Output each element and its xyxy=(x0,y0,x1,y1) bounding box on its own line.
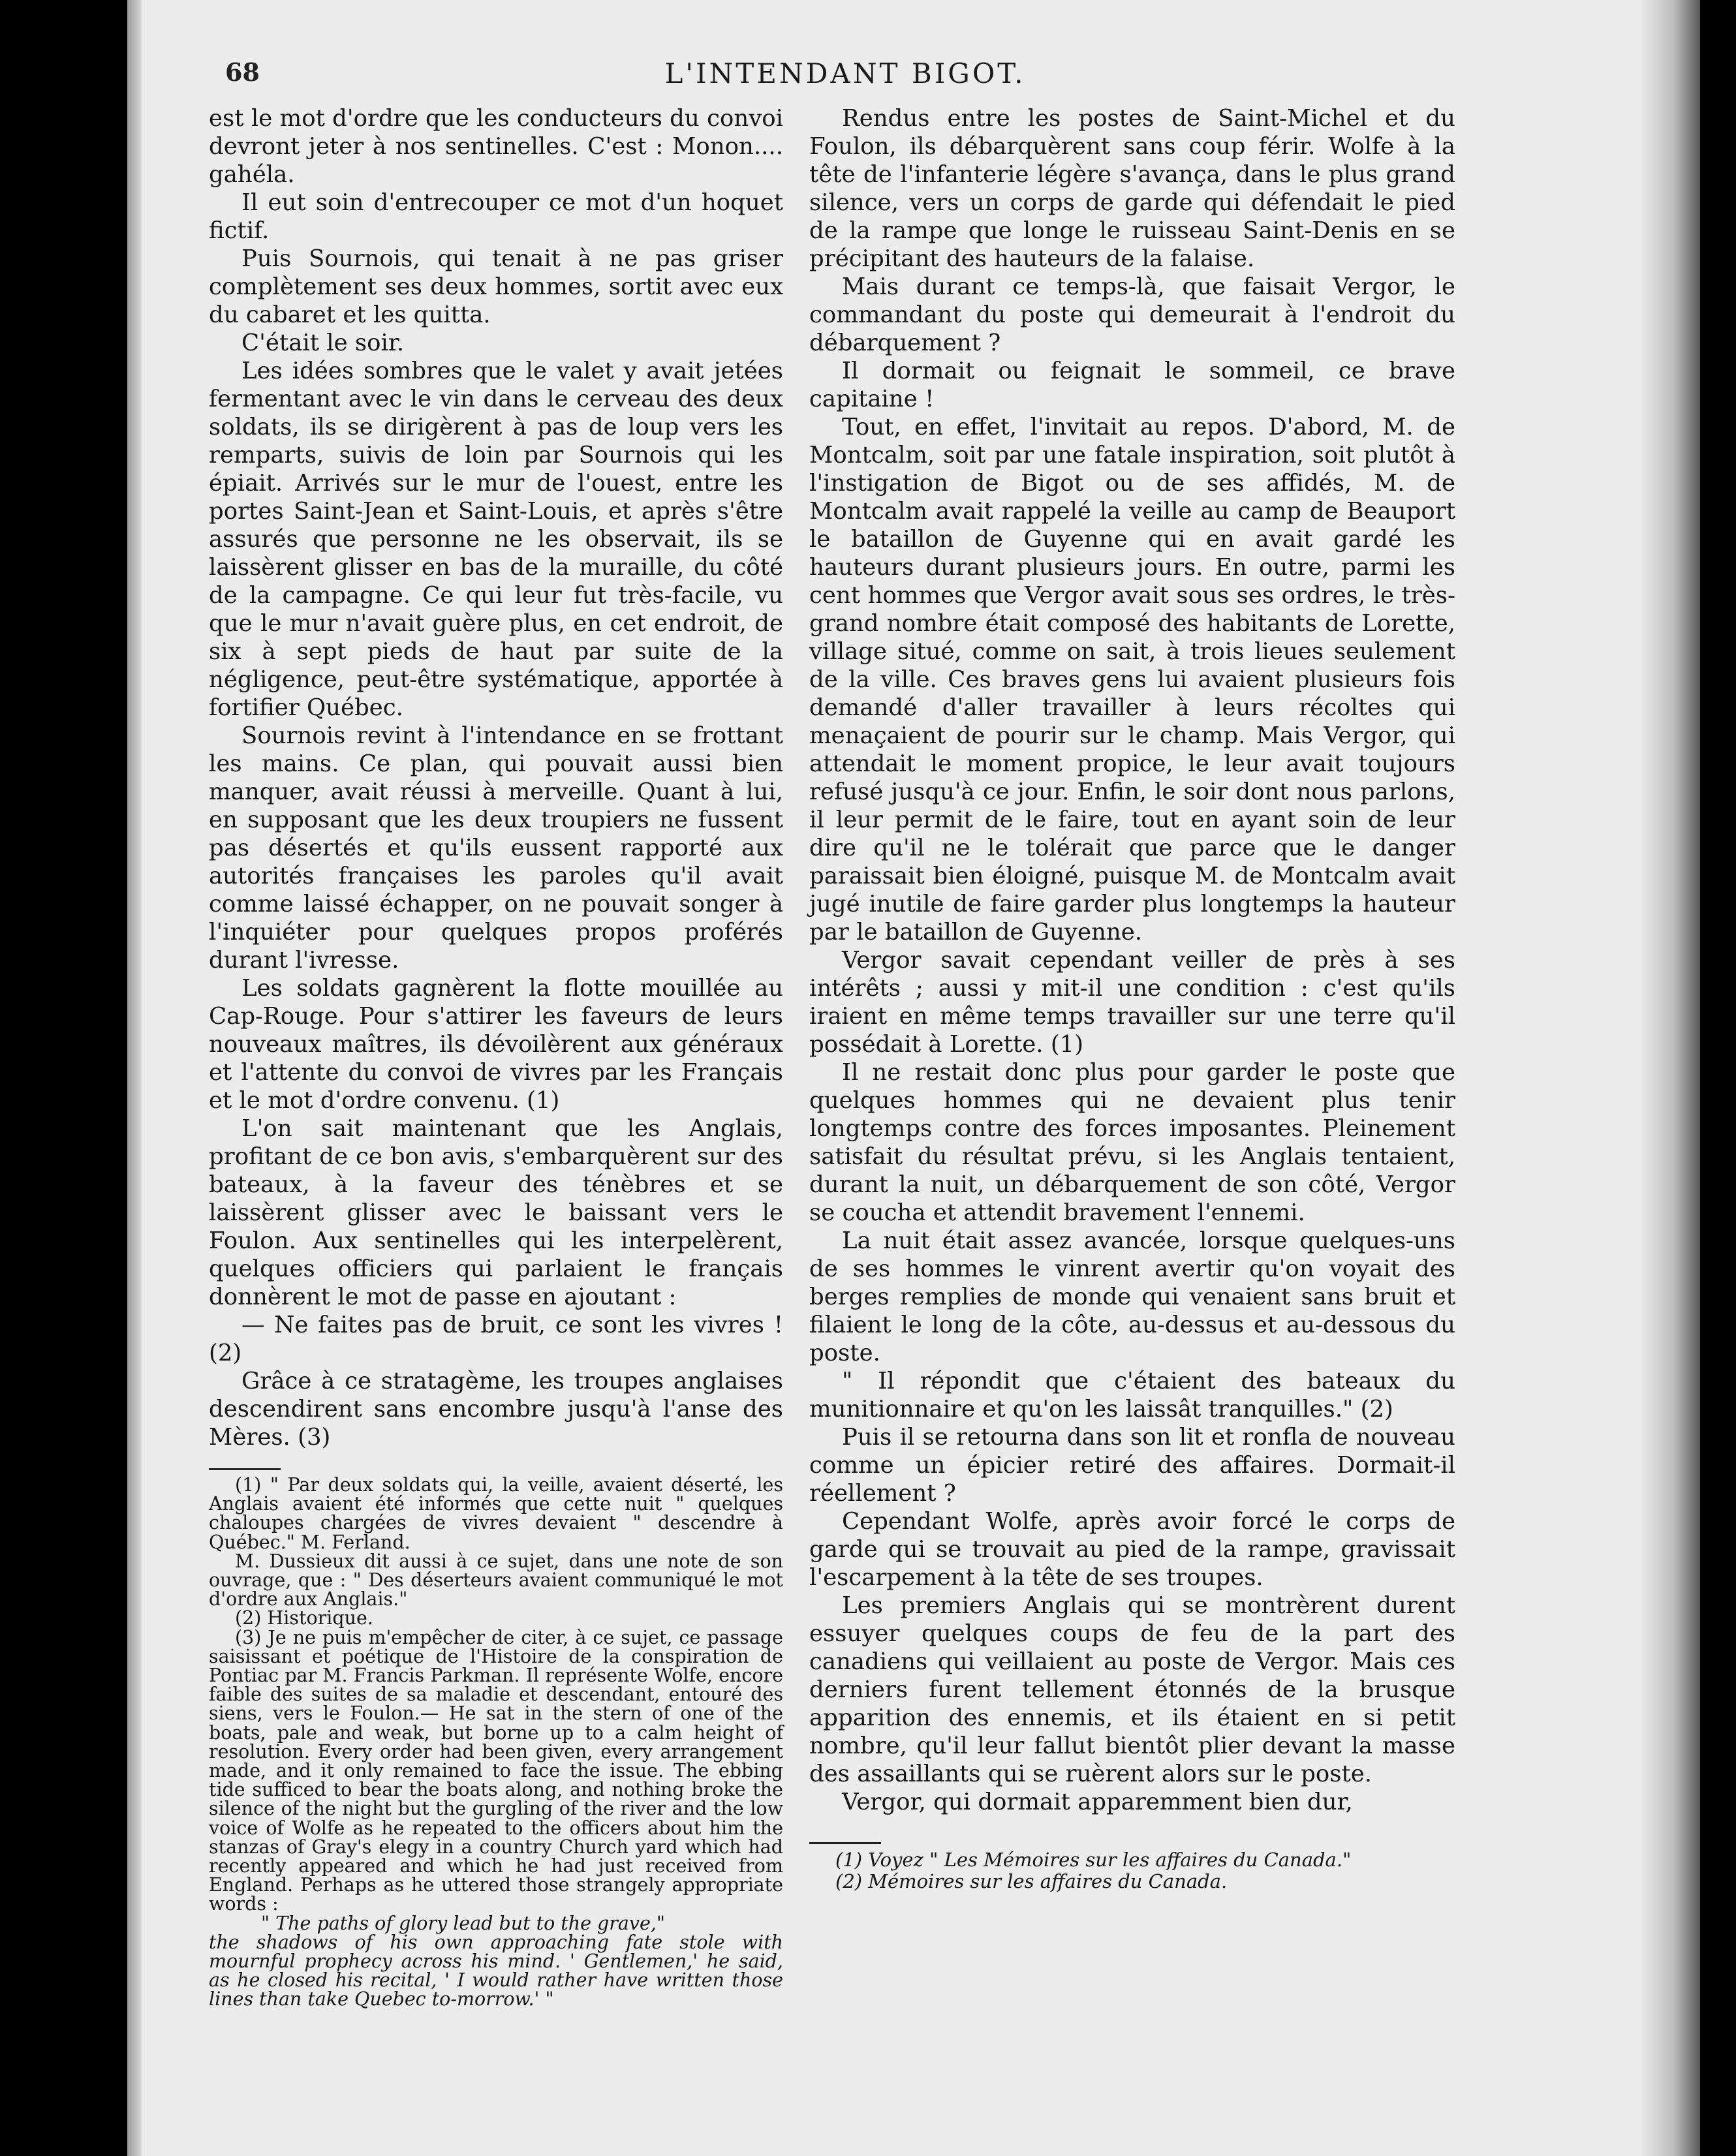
footnote: (2) Historique. xyxy=(235,1607,373,1629)
paragraph: Les premiers Anglais qui se montrèrent durent essuyer quelques coups de feu de la part des canadiens qui veillaient au poste de Vergor. Mais ces derniers furent tellement étonnés de la brusque apparition des ennemis, et ils étaient en si petit nombre, qu'il leur fallut bientôt plier devant la masse des assaillants qui se ruèrent alors sur le poste. xyxy=(809,1592,1455,1787)
paragraph: Puis Sournois, qui tenait à ne pas griser complètement ses deux hommes, sortit avec eux du cabaret et les quitta. xyxy=(209,245,783,328)
footnote: the shadows of his own approaching fate stole with mournful prophecy across his mind. ' Gentlemen,' he said, as he closed his recital, ' I would rather have written those lines than take Quebec to-morrow.' " xyxy=(209,1931,783,2010)
footnote: (1) Voyez " Les Mémoires sur les affaires du Canada." xyxy=(835,1849,1352,1871)
footnote: (3) Je ne puis m'empêcher de citer, à ce sujet, ce passage saisissant et poétique de l'Histoire de la conspiration de Pontiac par M. Francis Parkman. Il représente Wolfe, encore faible des suites de sa maladie et descendant, entouré des siens, vers le Foulon.— He sat in the stern of one of the boats, pale and weak, but borne up to a calm height of resolution. Every order had been given, every arrangement made, and it only remained to face the issue. The ebbing tide sufficed to bear the boats along, and nothing broke the silence of the night but the gurgling of the river and the low voice of Wolfe as he repeated to the officers about him the stanzas of Gray's elegy in a country Church yard which had recently appeared and which he had just received from England. Perhaps as he uttered those strangely appropriate words : xyxy=(209,1626,783,1915)
paragraph: Grâce à ce stratagème, les troupes anglaises descendirent sans encombre jusqu'à l'anse des Mères. (3) xyxy=(209,1368,783,1451)
footnote-divider xyxy=(209,1468,281,1470)
paragraph: Il dormait ou feignait le sommeil, ce brave capitaine ! xyxy=(809,358,1455,412)
paragraph: Les idées sombres que le valet y avait jetées fermentant avec le vin dans le cerveau des deux soldats, ils se dirigèrent à pas de loup vers les remparts, suivis de loin par Sournois qui les épiait. Arrivés sur le mur de l'ouest, entre les portes Saint-Jean et Saint-Louis, et après s'être assurés que personne ne les observait, ils se laissèrent glisser en bas de la muraille, du côté de la campagne. Ce qui leur fut très-facile, vu que le mur n'avait guère plus, en cet endroit, de six à sept pieds de haut par suite de la négligence, peut-être systématique, apportée à fortifier Québec. xyxy=(209,358,783,721)
paragraph: Cependant Wolfe, après avoir forcé le corps de garde qui se trouvait au pied de la rampe, gravissait l'escarpement à la tête de ses troupes. xyxy=(809,1508,1455,1591)
paragraph: Les soldats gagnèrent la flotte mouillée au Cap-Rouge. Pour s'attirer les faveurs de leurs nouveaux maîtres, ils dévoilèrent aux généraux et l'attente du convoi de vivres par les Français et le mot d'ordre convenu. (1) xyxy=(209,975,783,1114)
footnote: (2) Mémoires sur les affaires du Canada. xyxy=(835,1870,1228,1892)
paragraph: L'on sait maintenant que les Anglais, profitant de ce bon avis, s'embarquèrent sur des bateaux, à la faveur des ténèbres et se laissèrent glisser avec le baissant vers le Foulon. Aux sentinelles qui les interpelèrent, quelques officiers qui parlaient le français donnèrent le mot de passe en ajoutant : xyxy=(209,1115,783,1310)
paragraph: Rendus entre les postes de Saint-Michel et du Foulon, ils débarquèrent sans coup férir. Wolfe à la tête de l'infanterie légère s'avança, dans le plus grand silence, vers un corps de garde qui défendait le pied de la rampe que longe le ruisseau Saint-Denis en se précipitant des hauteurs de la falaise. xyxy=(809,105,1455,272)
paragraph: Mais durant ce temps-là, que faisait Vergor, le commandant du poste qui demeurait à l'endroit du débarquement ? xyxy=(809,273,1455,356)
paragraph: — Ne faites pas de bruit, ce sont les vivres ! (2) xyxy=(209,1312,783,1366)
paragraph: Puis il se retourna dans son lit et ronfla de nouveau comme un épicier retiré des affaires. Dormait-il réellement ? xyxy=(809,1424,1455,1507)
paragraph: Sournois revint à l'intendance en se frottant les mains. Ce plan, qui pouvait aussi bien manquer, avait réussi à merveille. Quant à lui, en supposant que les deux troupiers ne fussent pas désertés et qu'ils eussent rapporté aux autorités françaises les paroles qu'il avait comme laissé échapper, on ne pouvait songer à l'inquiéter pour quelques propos proférés durant l'ivresse. xyxy=(209,722,783,974)
paragraph: Il eut soin d'entrecouper ce mot d'un hoquet fictif. xyxy=(209,189,783,244)
left-column xyxy=(209,104,783,2009)
paragraph: La nuit était assez avancée, lorsque quelques-uns de ses hommes le vinrent avertir qu'on voyait des berges remplies de monde qui venaient sans bruit et filaient le long de la côte, au-dessus et au-dessous du poste. xyxy=(809,1227,1455,1366)
paragraph: est le mot d'ordre que les conducteurs du convoi devront jeter à nos sentinelles. C'est : Monon.... gahéla. xyxy=(209,105,783,188)
footnote-divider xyxy=(809,1842,881,1844)
paragraph: Vergor savait cependant veiller de près à ses intérêts ; aussi y mit-il une condition : c'est qu'ils iraient en même temps travailler sur une terre qu'il possédait à Lorette. (1) xyxy=(809,947,1455,1058)
footnote: M. Dussieux dit aussi à ce sujet, dans une note de son ouvrage, que : " Des déserteurs avaient communiqué le mot d'ordre aux Anglais." xyxy=(209,1550,783,1610)
footnote: (1) " Par deux soldats qui, la veille, avaient déserté, les Anglais avaient été informés que cette nuit " quelques chaloupes chargées de vivres devaient " descendre à Québec." M. Ferland. xyxy=(209,1474,783,1553)
paragraph: Vergor, qui dormait apparemment bien dur, xyxy=(842,1789,1353,1815)
running-title: L'INTENDANT BIGOT. xyxy=(664,57,1026,89)
paragraph: Il ne restait donc plus pour garder le poste que quelques hommes qui ne devaient plus tenir longtemps contre des forces imposantes. Pleinement satisfait du résultat prévu, si les Anglais tentaient, durant la nuit, un débarquement de son côté, Vergor se coucha et attendit bravement l'ennemi. xyxy=(809,1059,1455,1226)
page-number: 68 xyxy=(225,57,260,87)
paragraph: C'était le soir. xyxy=(241,330,405,356)
paragraph: " Il répondit que c'étaient des bateaux du munitionnaire et qu'on les laissât tranquilles." (2) xyxy=(809,1368,1455,1423)
next-page-edge xyxy=(1651,20,1700,2121)
right-column xyxy=(809,104,1455,1892)
page-header xyxy=(225,57,1511,97)
footnote-verse: " The paths of glory lead but to the grave," xyxy=(261,1912,666,1934)
paragraph: Tout, en effet, l'invitait au repos. D'abord, M. de Montcalm, soit par une fatale inspiration, soit plutôt à l'instigation de Bigot ou de ses affidés, M. de Montcalm avait rappelé la veille au camp de Beauport le bataillon de Guyenne qui en avait gardé les hauteurs durant plusieurs jours. En outre, parmi les cent hommes que Vergor avait sous ses ordres, le très-grand nombre était composé des habitants de Lorette, village situé, comme on sait, à trois lieues seulement de la ville. Ces braves gens lui avaient plusieurs fois demandé d'aller travailler à leurs récoltes qui menaçaient de pourir sur le champ. Mais Vergor, qui attendait le moment propice, le leur avait toujours refusé jusqu'à ce jour. Enfin, le soir dont nous parlons, il leur permit de le faire, tout en ayant soin de leur dire qu'il ne le tolérait que parce que le danger paraissait bien éloigné, puisque M. de Montcalm avait jugé inutile de faire garder plus longtemps la hauteur par le bataillon de Guyenne. xyxy=(809,414,1455,946)
